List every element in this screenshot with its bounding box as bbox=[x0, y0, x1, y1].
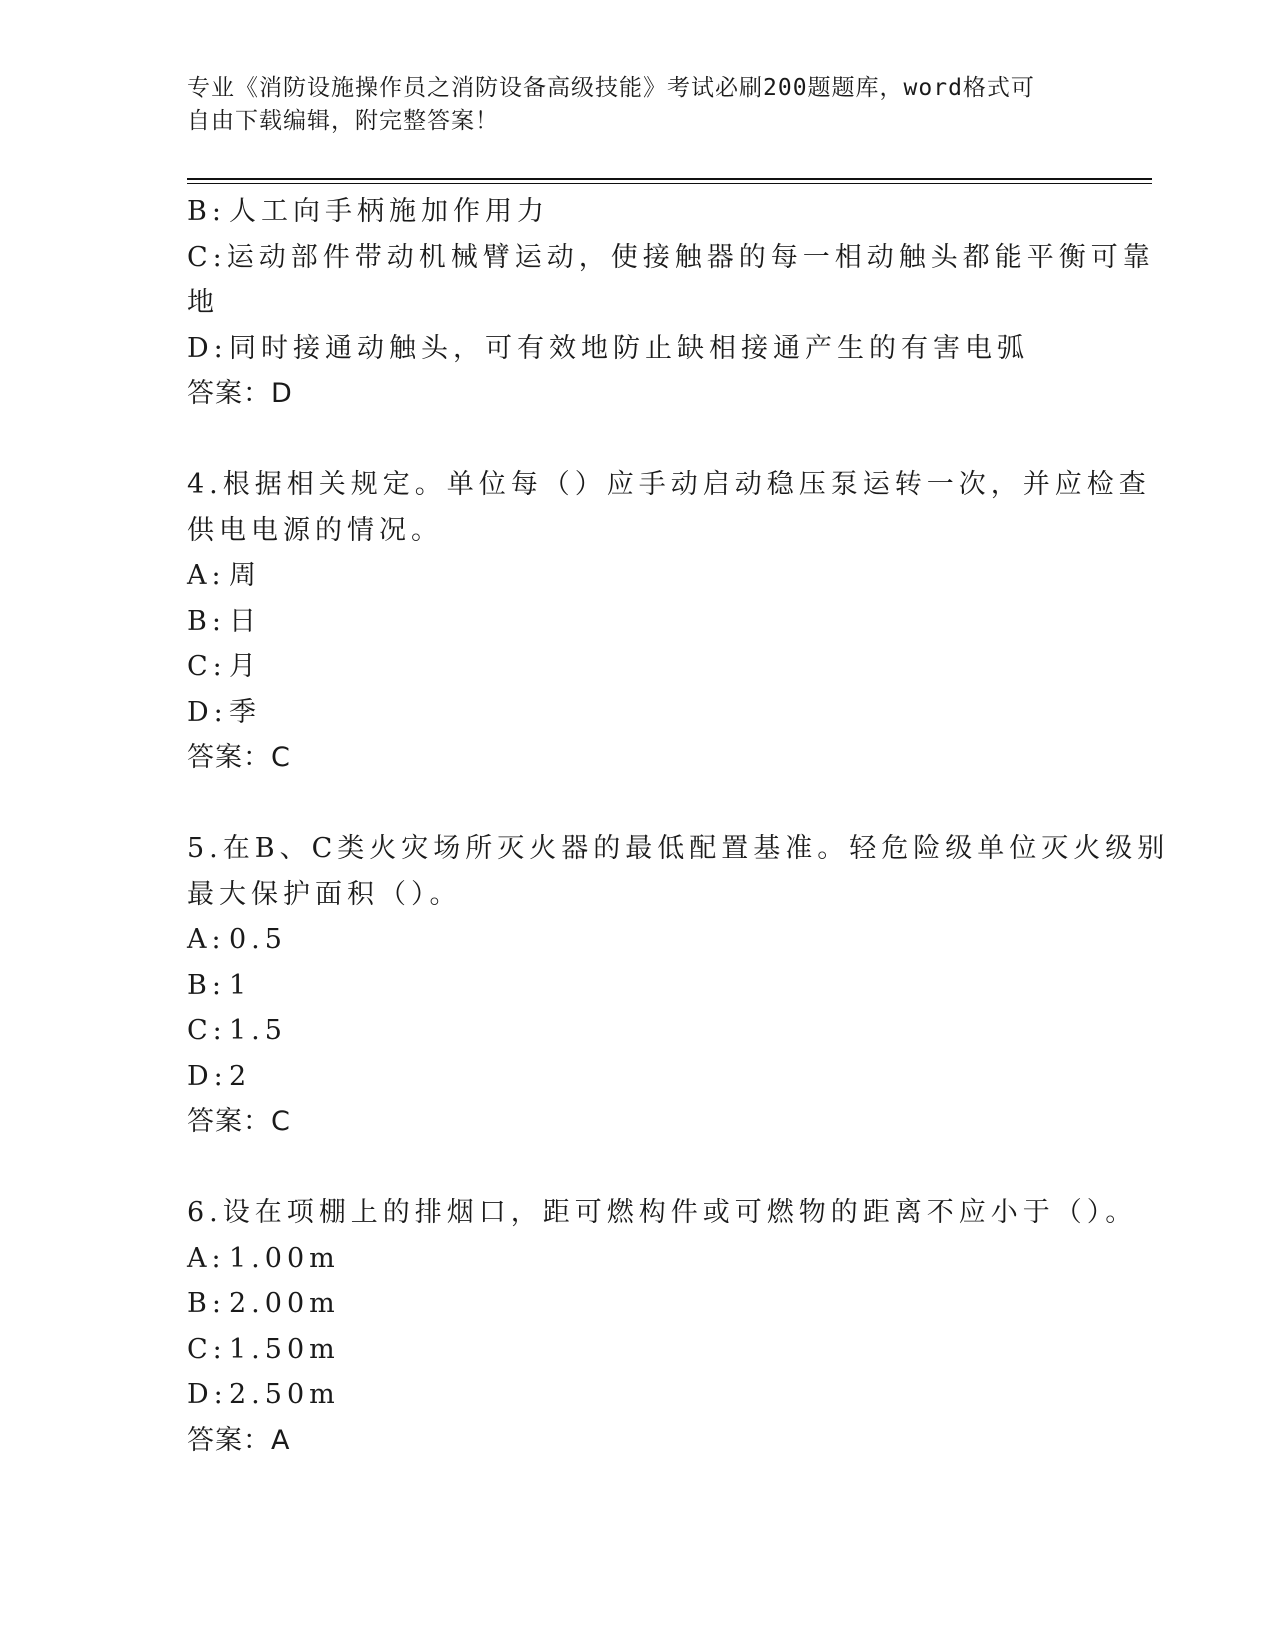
option-text: 1.00m bbox=[229, 1242, 340, 1274]
option-text: 季 bbox=[229, 696, 261, 728]
option-text: 月 bbox=[229, 651, 261, 682]
question-6 bbox=[187, 1190, 1138, 1463]
spacer bbox=[187, 1145, 1087, 1191]
question-list bbox=[187, 189, 1170, 1463]
option-c-continuation: 地 bbox=[187, 287, 219, 318]
option-b bbox=[187, 189, 1087, 235]
option-text: 日 bbox=[229, 605, 261, 637]
question-stem: 5.在B、C类火灾场所灭火器的最低配置基准。轻危险级单位灭火级别 bbox=[187, 833, 1170, 864]
answer-line: 答案：A bbox=[187, 1424, 291, 1456]
option-key: B: bbox=[187, 605, 226, 637]
option-text: 运动部件带动机械臂运动，使接触器的每一相动触头都能平衡可靠 bbox=[226, 241, 1155, 273]
option-key: B: bbox=[187, 196, 226, 227]
option-key: C: bbox=[187, 651, 227, 682]
option-b bbox=[187, 963, 1087, 1009]
option-c bbox=[187, 644, 1087, 690]
question-stem-continuation: 最大保护面积（）。 bbox=[187, 878, 462, 910]
option-text: 1 bbox=[229, 969, 252, 1001]
option-b bbox=[187, 1281, 1087, 1327]
option-d bbox=[187, 1372, 1087, 1418]
spacer bbox=[187, 417, 1087, 463]
option-text: 2 bbox=[229, 1060, 252, 1092]
answer-line: 答案：D bbox=[187, 378, 293, 409]
option-text: 周 bbox=[229, 560, 261, 591]
option-c bbox=[187, 235, 1155, 281]
option-text: 2.00m bbox=[229, 1288, 340, 1319]
header-line-1: 专业《消防设施操作员之消防设备高级技能》考试必刷200题题库，word格式可 bbox=[187, 75, 1035, 101]
option-a bbox=[187, 1236, 1087, 1282]
option-text: 人工向手柄施加作用力 bbox=[229, 196, 549, 227]
header-divider-thin bbox=[187, 183, 1152, 184]
option-key: B: bbox=[187, 1288, 226, 1319]
question-stem: 4.根据相关规定。单位每（）应手动启动稳压泵运转一次，并应检查 bbox=[187, 469, 1151, 500]
option-a bbox=[187, 553, 1087, 599]
option-d bbox=[187, 1054, 1087, 1100]
answer-line: 答案：C bbox=[187, 742, 291, 773]
option-key: D: bbox=[187, 1060, 228, 1092]
question-3 bbox=[187, 189, 1155, 417]
option-key: B: bbox=[187, 969, 226, 1001]
document-header bbox=[187, 72, 1067, 138]
option-text: 1.50m bbox=[229, 1333, 340, 1365]
question-4 bbox=[187, 462, 1151, 781]
question-stem: 6.设在项棚上的排烟口，距可燃构件或可燃物的距离不应小于（）。 bbox=[187, 1197, 1138, 1228]
option-key: C: bbox=[187, 241, 227, 273]
option-key: D: bbox=[187, 1379, 228, 1410]
option-key: A: bbox=[187, 924, 226, 955]
option-key: D: bbox=[187, 332, 228, 364]
option-text: 2.50m bbox=[229, 1379, 340, 1410]
option-key: C: bbox=[187, 1015, 227, 1046]
option-key: A: bbox=[187, 1242, 226, 1274]
option-key: D: bbox=[187, 696, 228, 728]
option-d bbox=[187, 690, 1087, 736]
option-key: C: bbox=[187, 1333, 227, 1365]
option-c bbox=[187, 1008, 1087, 1054]
option-b bbox=[187, 599, 1087, 645]
option-text: 同时接通动触头，可有效地防止缺相接通产生的有害电弧 bbox=[229, 332, 1029, 364]
header-divider-thick bbox=[187, 178, 1152, 180]
answer-line: 答案：C bbox=[187, 1106, 291, 1137]
question-5 bbox=[187, 826, 1170, 1145]
option-c bbox=[187, 1327, 1087, 1373]
header-line-2: 自由下载编辑，附完整答案！ bbox=[187, 108, 499, 134]
option-text: 1.5 bbox=[229, 1015, 287, 1046]
option-a bbox=[187, 917, 1087, 963]
option-key: A: bbox=[187, 560, 226, 591]
question-stem-continuation: 供电电源的情况。 bbox=[187, 514, 443, 546]
option-d bbox=[187, 326, 1087, 372]
spacer bbox=[187, 781, 1087, 827]
option-text: 0.5 bbox=[229, 924, 287, 955]
